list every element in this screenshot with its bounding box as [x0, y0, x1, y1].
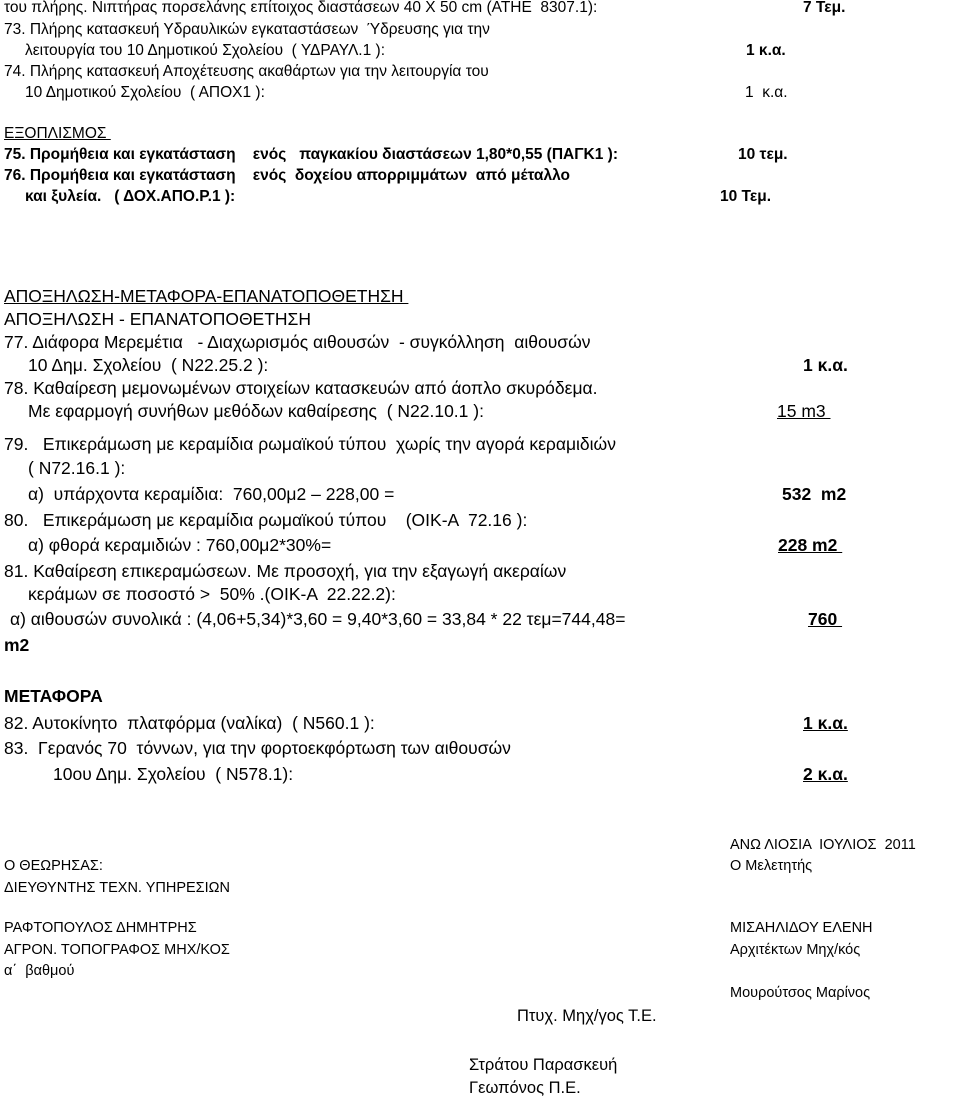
designer2-name: Μουρούτσος Μαρίνος — [730, 985, 871, 1001]
item-80-line2: α) φθορά κεραμιδιών : 760,00μ2*30%= — [28, 535, 332, 555]
designer4-name: Στράτου Παρασκευή — [469, 1056, 618, 1074]
line-continuation: του πλήρης. Νιπτήρας πορσελάνης επίτοιχος διαστάσεων 40 Χ 50 cm (ΑΤΗΕ 8307.1): — [4, 0, 598, 16]
item-81-line2: κεράμων σε ποσοστό > 50% .(ΟΙΚ-Α 22.22.2): — [28, 584, 396, 604]
designer1-name: ΜΙΣΑΗΛΙΔΟΥ ΕΛΕΝΗ — [730, 920, 873, 936]
reviewer-grade: α΄ βαθμού — [4, 963, 75, 979]
item-80-qty: 228 m2 — [778, 535, 843, 555]
item-83-qty: 2 κ.α. — [803, 764, 848, 784]
removal-heading-main: ΑΠΟΞΗΛΩΣΗ-ΜΕΤΑΦΟΡΑ-ΕΠΑΝΑΤΟΠΟΘΕΤΗΣΗ — [4, 286, 409, 306]
reviewer-title: ΑΓΡΟΝ. ΤΟΠΟΓΡΑΦΟΣ ΜΗΧ/ΚΟΣ — [4, 942, 230, 958]
item-78-line1: 78. Καθαίρεση μεμονωμένων στοιχείων κατασκευών από άοπλο σκυρόδεμα. — [4, 378, 598, 398]
item-80-line1: 80. Επικεράμωση με κεραμίδια ρωμαϊκού τύπου (ΟΙΚ-Α 72.16 ): — [4, 510, 528, 530]
designer1-title: Αρχιτέκτων Μηχ/κός — [730, 942, 861, 958]
item-81-qty: 760 — [808, 609, 843, 629]
item-77-line2: 10 Δημ. Σχολείου ( Ν22.25.2 ): — [28, 355, 269, 375]
department: ΔΙΕΥΘΥΝΤΗΣ ΤΕΧΝ. ΥΠΗΡΕΣΙΩΝ — [4, 880, 230, 896]
designer3-title: Πτυχ. Μηχ/γος Τ.Ε. — [517, 1007, 657, 1025]
signature-date: ΑΝΩ ΛΙΟΣΙΑ ΙΟΥΛΙΟΣ 2011 — [730, 837, 916, 853]
equipment-heading: ΕΞΟΠΛΙΣΜΟΣ — [4, 125, 111, 142]
item-81-line3: α) αιθουσών συνολικά : (4,06+5,34)*3,60 = 9,40*3,60 = 33,84 * 22 τεμ=744,48= — [10, 609, 626, 629]
removal-heading-sub: ΑΠΟΞΗΛΩΣΗ - ΕΠΑΝΑΤΟΠΟΘΕΤΗΣΗ — [4, 309, 312, 329]
item-82: 82. Αυτοκίνητο πλατφόρμα (ναλίκα) ( Ν560.1 ): — [4, 713, 375, 733]
item-76-line2: και ξυλεία. ( ΔΟΧ.ΑΠΟ.Ρ.1 ): — [25, 188, 236, 205]
transport-heading: ΜΕΤΑΦΟΡΑ — [4, 686, 103, 706]
item-81-line1: 81. Καθαίρεση επικεραμώσεων. Με προσοχή, για την εξαγωγή ακεραίων — [4, 561, 567, 581]
item-75-qty: 10 τεμ. — [738, 146, 788, 163]
item-79-line3: α) υπάρχοντα κεραμίδια: 760,00μ2 – 228,00 = — [28, 484, 395, 504]
item-74-line2: 10 Δημοτικού Σχολείου ( ΑΠΟΧ1 ): — [25, 84, 265, 101]
item-74-line1: 74. Πλήρης κατασκευή Αποχέτευσης ακαθάρτων για την λειτουργία του — [4, 63, 489, 80]
item-76-qty: 10 Τεμ. — [720, 188, 772, 205]
item-81-unit: m2 — [4, 635, 30, 655]
item-77-qty: 1 κ.α. — [803, 355, 848, 375]
item-78-qty: 15 m3 — [777, 401, 831, 421]
item-79-qty: 532 m2 — [782, 484, 847, 504]
item-83-line2: 10ου Δημ. Σχολείου ( Ν578.1): — [53, 764, 294, 784]
qty-line1: 7 Τεμ. — [803, 0, 846, 16]
item-82-qty: 1 κ.α. — [803, 713, 848, 733]
item-79-line2: ( Ν72.16.1 ): — [28, 458, 126, 478]
item-73-line2: λειτουργία του 10 Δημοτικού Σχολείου ( ΥΔΡΑΥΛ.1 ): — [25, 42, 386, 59]
item-77-line1: 77. Διάφορα Μερεμέτια - Διαχωρισμός αιθουσών - συγκόλληση αιθουσών — [4, 332, 591, 352]
item-76-line1: 76. Προμήθεια και εγκατάσταση ενός δοχείου απορριμμάτων από μέταλλο — [4, 167, 570, 184]
reviewer-name: ΡΑΦΤΟΠΟΥΛΟΣ ΔΗΜΗΤΡΗΣ — [4, 920, 197, 936]
item-75: 75. Προμήθεια και εγκατάσταση ενός παγκακίου διαστάσεων 1,80*0,55 (ΠΑΓΚ1 ): — [4, 146, 618, 163]
item-79-line1: 79. Επικεράμωση με κεραμίδια ρωμαϊκού τύπου χωρίς την αγορά κεραμιδιών — [4, 434, 616, 454]
item-78-line2: Με εφαρμογή συνήθων μεθόδων καθαίρεσης ( Ν22.10.1 ): — [28, 401, 484, 421]
item-73-line1: 73. Πλήρης κατασκευή Υδραυλικών εγκαταστάσεων Ύδρευσης για την — [4, 21, 490, 38]
designer4-title: Γεωπόνος Π.Ε. — [469, 1079, 581, 1097]
designer-label: Ο Μελετητής — [730, 858, 813, 874]
item-73-qty: 1 κ.α. — [746, 42, 786, 59]
item-83-line1: 83. Γερανός 70 τόννων, για την φορτοεκφόρτωση των αιθουσών — [4, 738, 511, 758]
item-74-qty: 1 κ.α. — [745, 84, 788, 101]
reviewer-label: Ο ΘΕΩΡΗΣΑΣ: — [4, 858, 103, 874]
